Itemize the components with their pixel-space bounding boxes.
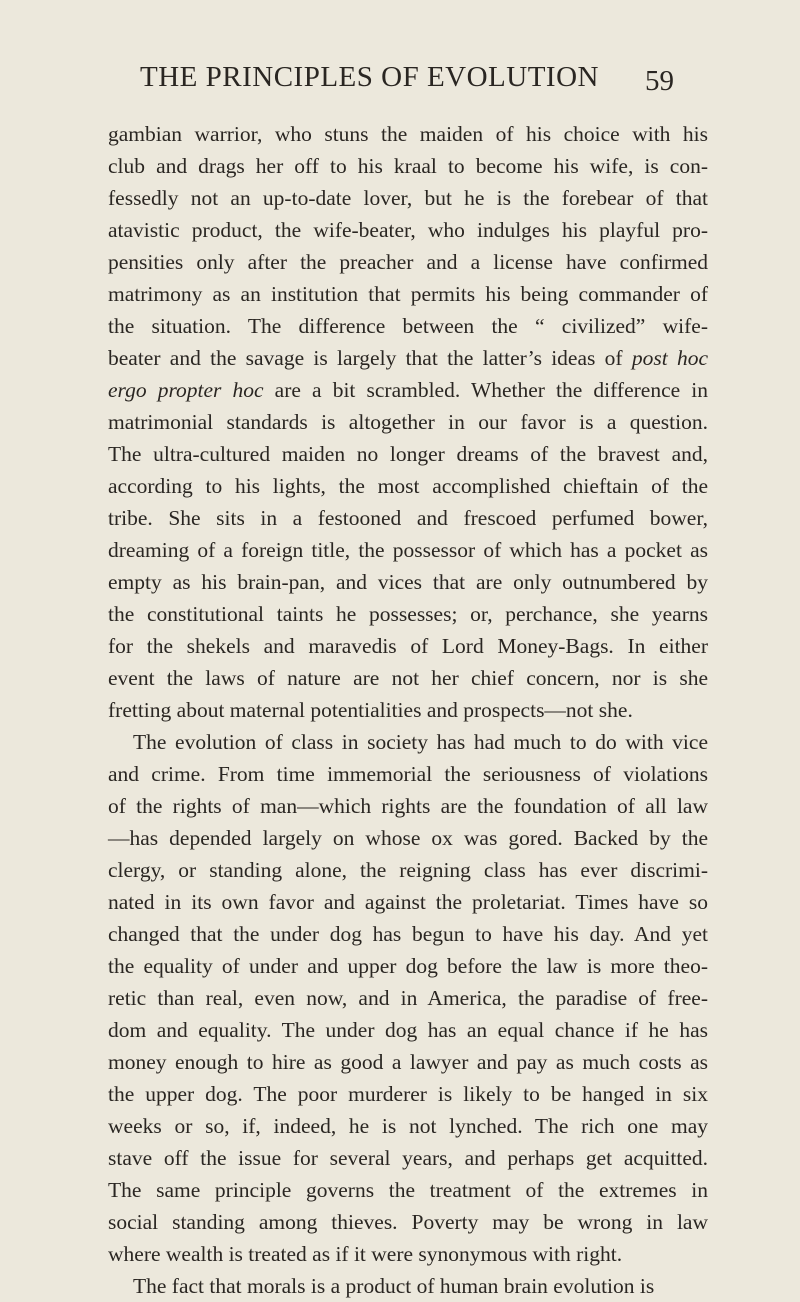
text-line: stave off the issue for several years, and perhaps get acquitted. — [108, 1146, 708, 1170]
text-line: The evolution of class in society has had much to do with vice — [133, 730, 708, 754]
text-line: dreaming of a foreign title, the possessor of which has a pocket as — [108, 538, 708, 562]
text-line: atavistic product, the wife-beater, who indulges his playful pro- — [108, 218, 708, 242]
text-line: event the laws of nature are not her chief concern, nor is she — [108, 666, 708, 690]
text-line: according to his lights, the most accomplished chieftain of the — [108, 474, 708, 498]
running-head: THE PRINCIPLES OF EVOLUTION — [140, 61, 599, 93]
text-line: The fact that morals is a product of human brain evolution is — [133, 1274, 655, 1298]
text-line: money enough to hire as good a lawyer and pay as much costs as — [108, 1050, 708, 1074]
text-line: The same principle governs the treatment of the extremes in — [108, 1178, 708, 1202]
latin-phrase: ergo propter hoc — [108, 378, 264, 402]
text-line: the upper dog. The poor murderer is likely to be hanged in six — [108, 1082, 708, 1106]
text-line: empty as his brain-pan, and vices that are only outnumbered by — [108, 570, 708, 594]
text-line: of the rights of man—which rights are the foundation of all law — [108, 794, 708, 818]
text-line: for the shekels and maravedis of Lord Money-Bags. In either — [108, 634, 708, 658]
text-line: the constitutional taints he possesses; or, perchance, she yearns — [108, 602, 708, 626]
text-line: fessedly not an up-to-date lover, but he is the forebear of that — [108, 186, 708, 210]
text-line: matrimonial standards is altogether in our favor is a question. — [108, 410, 708, 434]
text-line: fretting about maternal potentialities and prospects—not she. — [108, 698, 633, 722]
text-line: where wealth is treated as if it were synonymous with right. — [108, 1242, 623, 1266]
text-line: —has depended largely on whose ox was gored. Backed by the — [108, 826, 708, 850]
text-line: and crime. From time immemorial the seriousness of violations — [108, 762, 708, 786]
text-line: dom and equality. The under dog has an equal chance if he has — [108, 1018, 708, 1042]
text-line: nated in its own favor and against the proletariat. Times have so — [108, 890, 708, 914]
text-line: matrimony as an institution that permits his being commander of — [108, 282, 708, 306]
latin-phrase: post hoc — [631, 346, 708, 370]
body-text — [108, 118, 708, 1302]
text-line: the equality of under and upper dog before the law is more theo- — [108, 954, 708, 978]
text-line: club and drags her off to his kraal to become his wife, is con- — [108, 154, 708, 178]
text-line: social standing among thieves. Poverty may be wrong in law — [108, 1210, 708, 1234]
text-line: pensities only after the preacher and a license have confirmed — [108, 250, 708, 274]
text-line: beater and the savage is largely that the latter’s ideas of post hoc — [108, 346, 708, 370]
text-line: weeks or so, if, indeed, he is not lynched. The rich one may — [108, 1114, 708, 1138]
text-line: the situation. The difference between the “ civilized” wife- — [108, 314, 708, 338]
text-line: retic than real, even now, and in America, the paradise of free- — [108, 986, 708, 1010]
text-line: clergy, or standing alone, the reigning class has ever discrimi- — [108, 858, 708, 882]
text-line: changed that the under dog has begun to have his day. And yet — [108, 922, 708, 946]
text-line: ergo propter hoc are a bit scrambled. Whether the difference in — [108, 378, 708, 402]
text-line: The ultra-cultured maiden no longer dreams of the bravest and, — [108, 442, 708, 466]
page-number: 59 — [645, 65, 674, 97]
text-line: gambian warrior, who stuns the maiden of his choice with his — [108, 122, 708, 146]
text-line: tribe. She sits in a festooned and frescoed perfumed bower, — [108, 506, 708, 530]
